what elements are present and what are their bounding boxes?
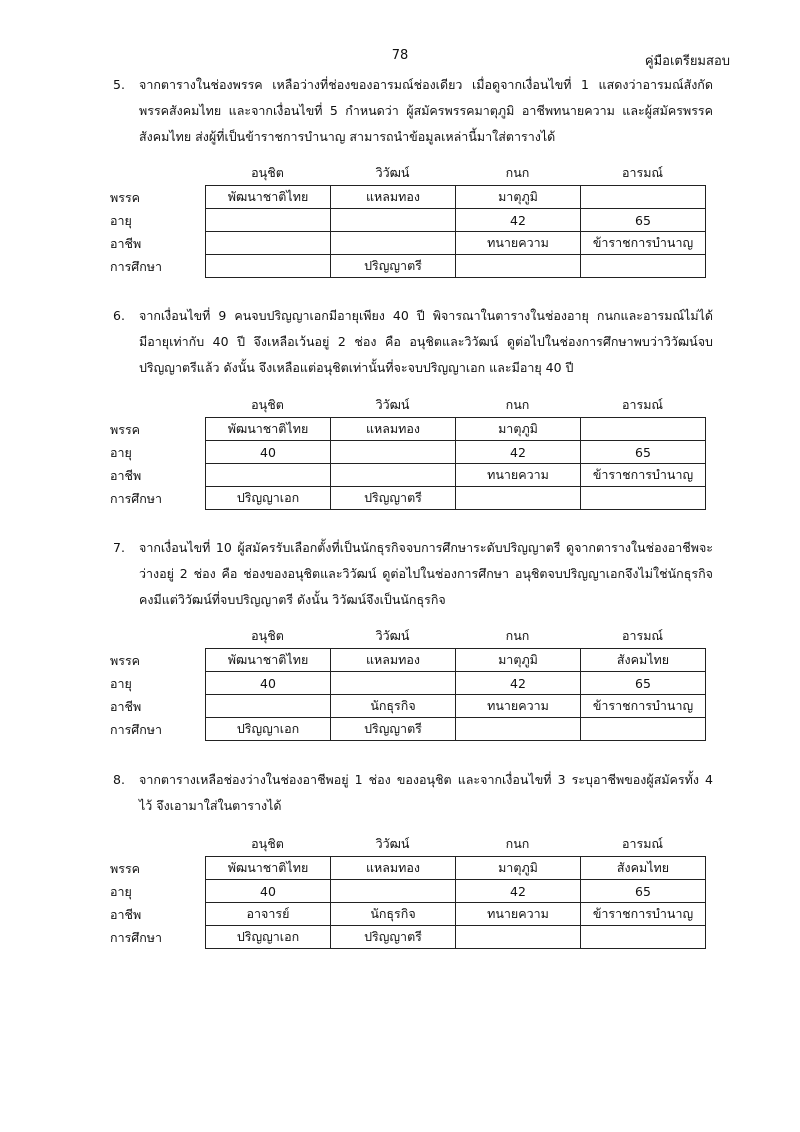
table-cell: แหลมทอง (331, 418, 456, 441)
table-step-5 (110, 163, 710, 277)
table-cell: 40 (206, 672, 331, 695)
table-cell: ปริญญาตรี (331, 255, 456, 278)
row-label: การศึกษา (110, 722, 163, 737)
table-cell: 42 (456, 441, 581, 464)
answer-grid (205, 417, 706, 510)
table-step-7 (110, 626, 710, 740)
table-row (206, 718, 706, 741)
column-headers (110, 834, 710, 856)
table-cell: 65 (581, 880, 706, 903)
column-header: อารมณ์ (621, 628, 664, 643)
table-cell (581, 186, 706, 209)
column-header: อารมณ์ (621, 397, 664, 412)
row-label: พรรค (110, 190, 141, 205)
table-cell (206, 695, 331, 718)
table-row (206, 441, 706, 464)
table-step-6 (110, 395, 710, 509)
row-label: การศึกษา (110, 259, 163, 274)
table-cell (456, 926, 581, 949)
table-cell: ปริญญาตรี (331, 487, 456, 510)
table-cell (581, 255, 706, 278)
column-header: กนก (505, 165, 530, 180)
table-cell: มาตุภูมิ (456, 186, 581, 209)
table-row (206, 903, 706, 926)
table-cell: แหลมทอง (331, 186, 456, 209)
row-label: การศึกษา (110, 491, 163, 506)
table-cell: นักธุรกิจ (331, 695, 456, 718)
table-cell (581, 718, 706, 741)
row-label: พรรค (110, 653, 141, 668)
table-cell: สังคมไทย (581, 649, 706, 672)
paragraph-number: 5. (113, 77, 125, 92)
table-cell: ทนายความ (456, 695, 581, 718)
row-label: อายุ (110, 445, 132, 460)
table-cell: 42 (456, 672, 581, 695)
table-cell: 42 (456, 209, 581, 232)
table-cell (331, 209, 456, 232)
paragraph-text: จากเงื่อนไขที่ 9 คนจบปริญญาเอกมีอายุเพียง 40 ปี พิจารณาในตารางในช่องอายุ กนกและอารมณ์ไม่ได้มีอายุเท่ากับ 40 ปี จึงเหลือเว้นอยู่ 2 ช่อง คือ อนุชิตและวิวัฒน์ ดูต่อไปในช่องการศึกษาพบว่าวิวัฒน์จบปริญญาตรีแล้ว ดังนั้น จึงเหลือแต่อนุชิตเท่านั้นที่จะจบปริญญาเอก และมีอายุ 40 ปี (139, 308, 713, 375)
paragraph-number: 7. (113, 540, 125, 555)
table-cell: 40 (206, 880, 331, 903)
table-cell: ปริญญาตรี (331, 926, 456, 949)
table-row (206, 255, 706, 278)
table-cell (206, 464, 331, 487)
table-row (206, 209, 706, 232)
table-step-8 (110, 834, 710, 948)
column-header: วิวัฒน์ (375, 628, 410, 643)
column-headers (110, 395, 710, 417)
table-cell (456, 718, 581, 741)
table-cell (581, 418, 706, 441)
table-cell: 65 (581, 209, 706, 232)
answer-grid (205, 648, 706, 741)
column-header: กนก (505, 397, 530, 412)
paragraph-text: จากตารางเหลือช่องว่างในช่องอาชีพอยู่ 1 ช่อง ของอนุชิต และจากเงื่อนไขที่ 3 ระบุอาชีพของผู้สมัครทั้ง 4 ไว้ จึงเอามาใส่ในตารางได้ (139, 772, 713, 813)
column-header: อารมณ์ (621, 836, 664, 851)
table-cell: ปริญญาเอก (206, 926, 331, 949)
row-label: อาชีพ (110, 699, 142, 714)
table-cell: 42 (456, 880, 581, 903)
table-cell: นักธุรกิจ (331, 903, 456, 926)
column-header: อนุชิต (251, 397, 284, 412)
table-cell: 40 (206, 441, 331, 464)
table-cell (456, 255, 581, 278)
table-cell: ข้าราชการบำนาญ (581, 464, 706, 487)
table-cell: ปริญญาตรี (331, 718, 456, 741)
table-row (206, 649, 706, 672)
answer-grid (205, 856, 706, 949)
table-row (206, 232, 706, 255)
table-row (206, 186, 706, 209)
table-cell (331, 441, 456, 464)
table-cell: ทนายความ (456, 903, 581, 926)
table-cell: พัฒนาชาติไทย (206, 418, 331, 441)
table-cell (581, 926, 706, 949)
column-header: อนุชิต (251, 165, 284, 180)
table-row (206, 857, 706, 880)
table-row (206, 926, 706, 949)
table-cell (456, 487, 581, 510)
table-cell (581, 487, 706, 510)
table-cell: สังคมไทย (581, 857, 706, 880)
paragraph-5 (113, 72, 713, 150)
column-header: กนก (505, 836, 530, 851)
running-header: คู่มือเตรียมสอบ (644, 54, 730, 69)
table-cell: พัฒนาชาติไทย (206, 857, 331, 880)
table-cell: แหลมทอง (331, 857, 456, 880)
table-cell: มาตุภูมิ (456, 857, 581, 880)
paragraph-text: จากเงื่อนไขที่ 10 ผู้สมัครรับเลือกตั้งที่เป็นนักธุรกิจจบการศึกษาระดับปริญญาตรี ดูจากตารางในช่องอาชีพจะว่างอยู่ 2 ช่อง คือ ช่องของอนุชิตและวิวัฒน์ ดูต่อไปในช่องการศึกษา อนุชิตจบปริญญาเอกจึงไม่ใช่นักธุรกิจ คงมีแต่วิวัฒน์ที่จบปริญญาตรี ดังนั้น วิวัฒน์จึงเป็นนักธุรกิจ (139, 540, 713, 607)
row-label: อายุ (110, 213, 132, 228)
table-row (206, 487, 706, 510)
table-cell: 65 (581, 672, 706, 695)
row-label: อาชีพ (110, 907, 142, 922)
column-header: กนก (505, 628, 530, 643)
column-header: อารมณ์ (621, 165, 664, 180)
page-number: 78 (391, 48, 409, 63)
column-header: อนุชิต (251, 628, 284, 643)
table-cell (206, 209, 331, 232)
table-cell: 65 (581, 441, 706, 464)
paragraph-number: 8. (113, 772, 125, 787)
row-label: อาชีพ (110, 236, 142, 251)
table-cell: มาตุภูมิ (456, 418, 581, 441)
table-cell: แหลมทอง (331, 649, 456, 672)
row-label: การศึกษา (110, 930, 163, 945)
paragraph-number: 6. (113, 308, 125, 323)
paragraph-text: จากตารางในช่องพรรค เหลือว่างที่ช่องของอารมณ์ช่องเดียว เมื่อดูจากเงื่อนไขที่ 1 แสดงว่าอารมณ์สังกัดพรรคสังคมไทย และจากเงื่อนไขที่ 5 กำหนดว่า ผู้สมัครพรรคมาตุภูมิ อาชีพทนายความ และผู้สมัครพรรคสังคมไทย ส่งผู้ที่เป็นข้าราชการบำนาญ สามารถนำข้อมูลเหล่านี้มาใส่ตารางได้ (139, 77, 713, 144)
column-headers (110, 163, 710, 185)
table-cell: ข้าราชการบำนาญ (581, 903, 706, 926)
table-cell: ปริญญาเอก (206, 487, 331, 510)
table-row (206, 418, 706, 441)
column-headers (110, 626, 710, 648)
table-cell (331, 880, 456, 903)
table-cell: มาตุภูมิ (456, 649, 581, 672)
table-cell (331, 672, 456, 695)
row-label: พรรค (110, 422, 141, 437)
column-header: วิวัฒน์ (375, 836, 410, 851)
table-cell: ข้าราชการบำนาญ (581, 232, 706, 255)
table-cell: ทนายความ (456, 232, 581, 255)
table-cell: ข้าราชการบำนาญ (581, 695, 706, 718)
table-row (206, 672, 706, 695)
answer-grid (205, 185, 706, 278)
row-label: พรรค (110, 861, 141, 876)
table-row (206, 880, 706, 903)
column-header: วิวัฒน์ (375, 397, 410, 412)
paragraph-6 (113, 303, 713, 381)
row-label: อายุ (110, 676, 132, 691)
table-cell (206, 255, 331, 278)
column-header: วิวัฒน์ (375, 165, 410, 180)
table-cell (331, 464, 456, 487)
row-label: อาชีพ (110, 468, 142, 483)
paragraph-8 (113, 767, 713, 819)
table-row (206, 464, 706, 487)
table-cell: ปริญญาเอก (206, 718, 331, 741)
paragraph-7 (113, 535, 713, 613)
table-cell (331, 232, 456, 255)
row-label: อายุ (110, 884, 132, 899)
table-cell: พัฒนาชาติไทย (206, 649, 331, 672)
column-header: อนุชิต (251, 836, 284, 851)
table-row (206, 695, 706, 718)
table-cell: พัฒนาชาติไทย (206, 186, 331, 209)
table-cell (206, 232, 331, 255)
table-cell: ทนายความ (456, 464, 581, 487)
table-cell: อาจารย์ (206, 903, 331, 926)
